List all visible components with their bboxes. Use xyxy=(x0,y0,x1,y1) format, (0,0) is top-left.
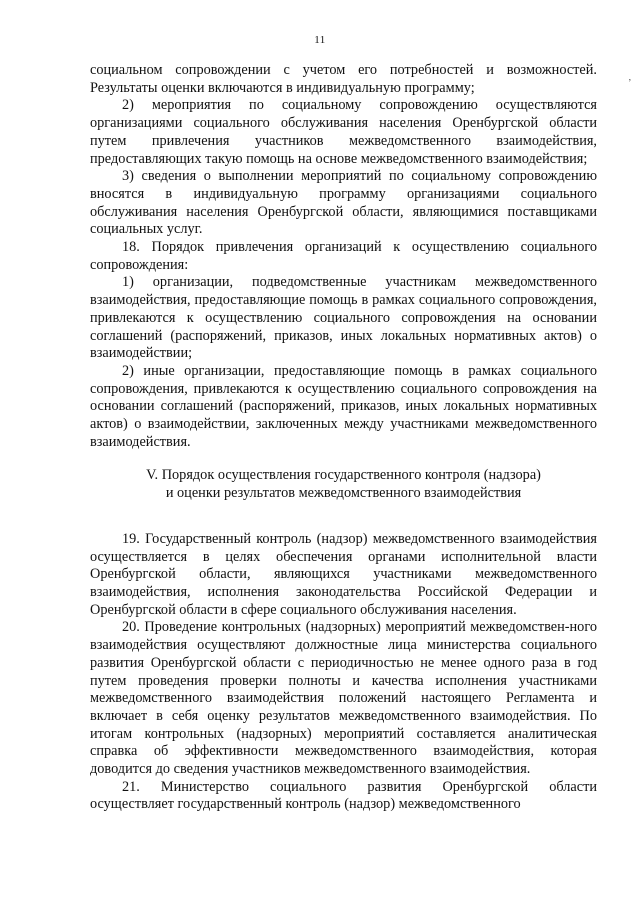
document-body xyxy=(90,62,597,814)
page-number: 11 xyxy=(314,34,326,46)
paragraph: 20. Проведение контрольных (надзорных) мероприятий межведомствен-ного взаимодействия осуществляют должностные лица министерства социального развития Оренбургской области с периодичностью не менее одного раза в год путем проведения проверки полноты и качества исполнения участниками межведомственного взаимодействия положений настоящего Регламента и включает в себя оценку результатов межведомственного взаимодействия. По итогам контрольных (надзорных) мероприятий составляется аналитическая справка об эффективности межведомственного взаимодействия, которая доводится до сведения участников межведомственного взаимодействия. xyxy=(90,619,597,778)
paragraph: социальном сопровождении с учетом его потребностей и возможностей. Результаты оценки включаются в индивидуальную программу; xyxy=(90,62,597,96)
paragraph: 3) сведения о выполнении мероприятий по социальному сопровождению вносятся в индивидуальную программу организациями социального обслуживания населения Оренбургской области, являющимися поставщиками социальных услуг. xyxy=(90,168,597,238)
paragraph: 18. Порядок привлечения организаций к осуществлению социального сопровождения: xyxy=(90,239,597,273)
section-heading xyxy=(90,467,597,502)
paragraphs-before xyxy=(90,62,597,451)
edge-mark: , xyxy=(628,72,631,82)
paragraph: 19. Государственный контроль (надзор) межведомственного взаимодействия осуществляется в целях обеспечения органами исполнительной власти Оренбургской области, являющихся участниками межведомственного взаимодействия, исполнения законодательства Российской Федерации и Оренбургской области в сфере социального обслуживания населения. xyxy=(90,530,597,618)
paragraph: 21. Министерство социального развития Оренбургской области осуществляет государственный контроль (надзор) межведомственного xyxy=(90,778,597,813)
paragraph: 2) иные организации, предоставляющие помощь в рамках социального сопровождения, привлекаются к осуществлению социального сопровождения на основании соглашений (распоряжений, приказов, иных локальных нормативных актов) о взаимодействии, заключенных между участниками межведомственного взаимодействия. xyxy=(90,362,597,450)
paragraph: 2) мероприятия по социальному сопровождению осуществляются организациями социального обслуживания населения Оренбургской области путем привлечения участников межведомственного взаимодействия, предоставляющих такую помощь на основе межведомственного взаимодействия; xyxy=(90,97,597,167)
paragraph: 1) организации, подведомственные участникам межведомственного взаимодействия, предоставляющие помощь в рамках социального сопровождения, привлекаются к осуществлению социального сопровождения на основании соглашений (распоряжений, приказов, иных локальных нормативных актов) о взаимодействии; xyxy=(90,274,597,362)
paragraphs-after xyxy=(90,531,597,814)
section-heading-line-1: V. Порядок осуществления государственного контроля (надзора) xyxy=(146,467,541,484)
section-heading-line-2: и оценки результатов межведомственного взаимодействия xyxy=(165,485,522,502)
